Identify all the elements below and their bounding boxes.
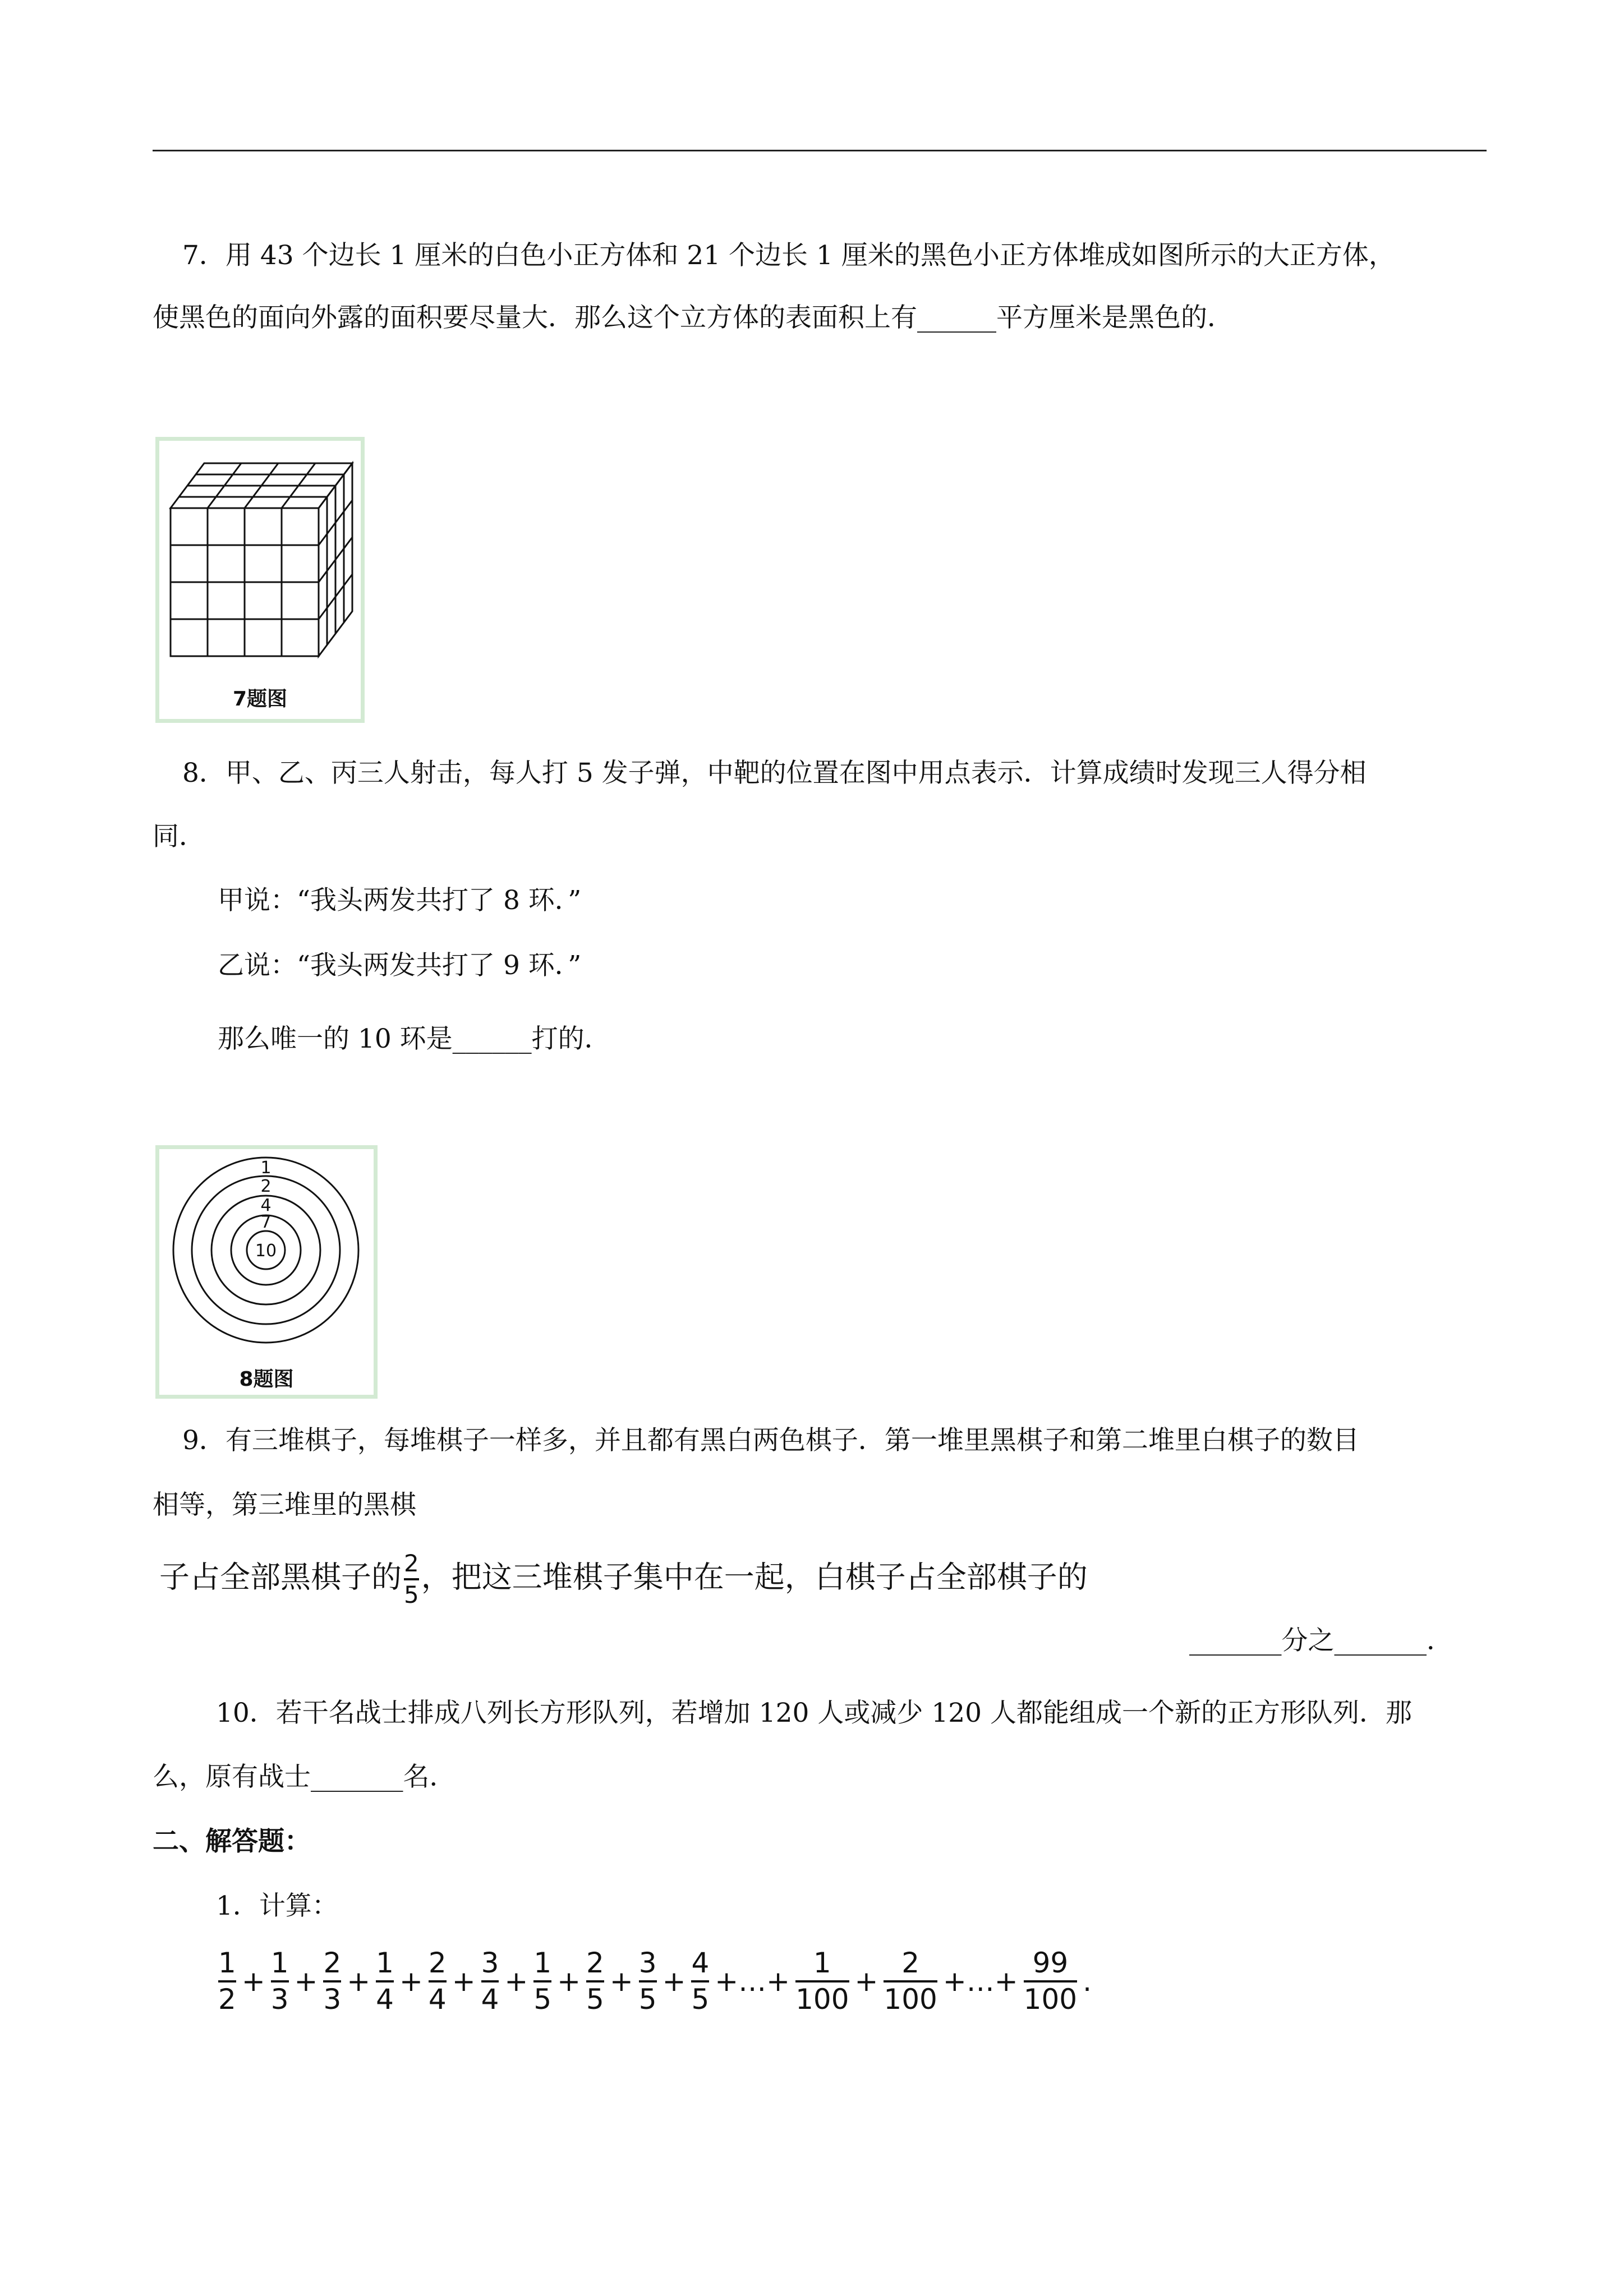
ring-label-2: 2 — [260, 1177, 272, 1196]
expr-fraction-2 — [323, 1948, 341, 2014]
q9-line-1: 9．有三堆棋子，每堆棋子一样多，并且都有黑白两色棋子．第一堆里黑棋子和第二堆里白棋子的数目 — [182, 1425, 1359, 1456]
expr-denominator: 100 — [1023, 1983, 1078, 2016]
q9-line-3-before: 子占全部黑棋子的 — [159, 1559, 402, 1595]
expr-fraction-8 — [639, 1948, 657, 2014]
expr-fraction-bar — [691, 1980, 709, 1983]
expr-fraction-5 — [481, 1948, 499, 2014]
expr-numerator: 3 — [638, 1947, 657, 1979]
expr-fraction-bar — [218, 1980, 236, 1983]
expr-fraction-10 — [795, 1948, 849, 2014]
header-rule — [153, 150, 1487, 151]
expr-operator: + — [294, 1965, 318, 1998]
expr-fraction-bar — [586, 1980, 604, 1983]
expr-denominator: 5 — [533, 1983, 552, 2016]
expr-fraction-bar — [481, 1980, 499, 1983]
expr-denominator: 2 — [218, 1983, 236, 2016]
q9-line-2: 相等，第三堆里的黑棋 — [153, 1490, 416, 1520]
expr-numerator: 4 — [691, 1947, 710, 1979]
expr-denominator: 5 — [638, 1983, 657, 2016]
expr-numerator: 3 — [481, 1947, 499, 1979]
fraction-two-fifths — [404, 1551, 419, 1607]
expr-numerator: 2 — [428, 1947, 447, 1979]
q7-line-2: 使黑色的面向外露的面积要尽量大．那么这个立方体的表面积上有______平方厘米是黑色的． — [153, 302, 1234, 333]
expr-denominator: 4 — [428, 1983, 447, 2016]
expr-denominator: 100 — [884, 1983, 937, 2016]
expr-numerator: 99 — [1032, 1947, 1069, 1979]
expr-denominator: 4 — [481, 1983, 499, 2016]
expr-operator: + — [504, 1965, 528, 1998]
expr-operator: . — [1083, 1965, 1092, 1998]
expr-operator: + — [399, 1965, 423, 1998]
expr-denominator: 5 — [691, 1983, 710, 2016]
expr-fraction-1 — [271, 1948, 289, 2014]
expr-fraction-bar — [376, 1980, 394, 1983]
q8-line-2: 同． — [153, 821, 205, 852]
expr-numerator: 1 — [218, 1947, 236, 1979]
q7-figure — [155, 437, 365, 723]
expr-denominator: 4 — [376, 1983, 394, 2016]
ring-label-4: 4 — [260, 1196, 272, 1215]
expr-denominator: 3 — [270, 1983, 289, 2016]
q10-line-1: 10．若干名战士排成八列长方形队列，若增加 120 人或减少 120 人都能组成一个新的正方形队列．那 — [216, 1698, 1412, 1728]
expr-fraction-9 — [691, 1948, 709, 2014]
expr-denominator: 3 — [323, 1983, 342, 2016]
expr-numerator: 1 — [813, 1947, 831, 1979]
q7-line-1: 7．用 43 个边长 1 厘米的白色小正方体和 21 个边长 1 厘米的黑色小正方体堆成如图所示的大正方体， — [182, 240, 1395, 271]
expr-fraction-0 — [218, 1948, 236, 2014]
q10-line-2: 么，原有战士_______名． — [153, 1762, 456, 1792]
expr-fraction-7 — [586, 1948, 604, 2014]
expr-fraction-bar — [323, 1980, 341, 1983]
q7-figure-caption: 7题图 — [232, 688, 288, 711]
expr-fraction-bar — [429, 1980, 447, 1983]
expr-fraction-bar — [271, 1980, 289, 1983]
s2-q1-label: 1．计算： — [216, 1891, 338, 1921]
expr-numerator: 1 — [270, 1947, 289, 1979]
expr-operator: + — [854, 1965, 878, 1998]
expr-operator: + — [557, 1965, 581, 1998]
ring-label-1: 1 — [260, 1158, 272, 1178]
q8-line-4: 乙说：“我头两发共打了 9 环．” — [218, 950, 582, 981]
q8-figure — [155, 1145, 378, 1399]
expr-numerator: 2 — [323, 1947, 342, 1979]
q8-figure-caption: 8题图 — [239, 1368, 294, 1391]
q9-line-3-after: ，把这三堆棋子集中在一起，白棋子占全部棋子的 — [421, 1559, 1088, 1595]
expr-operator: + — [452, 1965, 476, 1998]
ring-label-10: 10 — [255, 1241, 277, 1261]
expr-fraction-bar — [884, 1980, 937, 1983]
expr-fraction-bar — [639, 1980, 657, 1983]
q9-line-3 — [159, 1551, 1088, 1607]
q9-blank-line: _______分之_______． — [1189, 1625, 1453, 1656]
expr-fraction-11 — [884, 1948, 937, 2014]
expr-fraction-bar — [1024, 1980, 1077, 1983]
expr-numerator: 1 — [533, 1947, 552, 1979]
ring-label-7: 7 — [260, 1212, 272, 1232]
expr-numerator: 1 — [376, 1947, 394, 1979]
expr-fraction-12 — [1024, 1948, 1077, 2014]
q8-line-5: 那么唯一的 10 环是______打的． — [218, 1023, 611, 1054]
expr-fraction-4 — [429, 1948, 447, 2014]
expr-operator: +…+ — [715, 1965, 790, 1998]
frac-bar — [404, 1578, 419, 1580]
expr-denominator: 100 — [795, 1983, 849, 2016]
frac-num: 2 — [404, 1550, 419, 1577]
expr-fraction-bar — [795, 1980, 849, 1983]
expr-fraction-6 — [533, 1948, 551, 2014]
expr-operator: +…+ — [942, 1965, 1018, 1998]
target-drawing — [159, 1149, 374, 1351]
q8-line-3: 甲说：“我头两发共打了 8 环．” — [218, 885, 582, 916]
sum-expression — [216, 1948, 1095, 2014]
expr-operator: + — [241, 1965, 265, 1998]
expr-fraction-bar — [533, 1980, 551, 1983]
expr-operator: + — [347, 1965, 371, 1998]
expr-fraction-3 — [376, 1948, 394, 2014]
expr-operator: + — [662, 1965, 686, 1998]
expr-operator: + — [609, 1965, 633, 1998]
q8-line-1: 8．甲、乙、丙三人射击，每人打 5 发子弹，中靶的位置在图中用点表示．计算成绩时发现三人得分相 — [182, 758, 1367, 789]
expr-numerator: 2 — [901, 1947, 920, 1979]
section-2-heading: 二、解答题： — [153, 1826, 311, 1857]
expr-numerator: 2 — [586, 1947, 604, 1979]
cube-drawing — [159, 441, 361, 676]
expr-denominator: 5 — [586, 1983, 604, 2016]
frac-den: 5 — [404, 1581, 419, 1609]
